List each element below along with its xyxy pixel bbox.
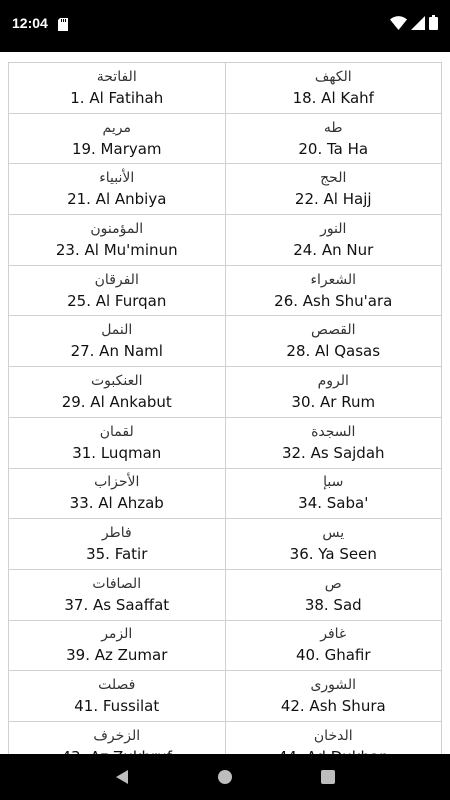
surah-item[interactable] bbox=[9, 164, 225, 214]
surah-item[interactable] bbox=[225, 316, 442, 366]
table-row bbox=[9, 519, 441, 570]
recents-icon[interactable] bbox=[308, 757, 348, 797]
surah-latin-name: 37. As Saaffat bbox=[64, 595, 170, 614]
sd-card-icon bbox=[58, 16, 68, 35]
surah-arabic-name: الحج bbox=[320, 170, 347, 187]
surah-arabic-name: السجدة bbox=[311, 423, 356, 440]
surah-arabic-name: الزمر bbox=[101, 626, 133, 643]
surah-arabic-name: الفرقان bbox=[94, 271, 139, 288]
surah-latin-name: 42. Ash Shura bbox=[280, 697, 386, 716]
surah-latin-name: 32. As Sajdah bbox=[281, 443, 385, 462]
surah-item[interactable] bbox=[9, 63, 225, 113]
surah-item[interactable] bbox=[9, 519, 225, 569]
surah-item[interactable] bbox=[9, 469, 225, 519]
navigation-bar bbox=[0, 754, 450, 800]
table-row bbox=[9, 621, 441, 672]
table-row bbox=[9, 215, 441, 266]
surah-arabic-name: الفاتحة bbox=[96, 68, 137, 85]
surah-arabic-name: لقمان bbox=[99, 423, 134, 440]
surah-arabic-name: الشورى bbox=[310, 677, 357, 694]
surah-latin-name: 35. Fatir bbox=[86, 545, 148, 564]
surah-item[interactable] bbox=[9, 114, 225, 164]
table-row bbox=[9, 418, 441, 469]
back-icon[interactable] bbox=[102, 757, 142, 797]
status-icons bbox=[390, 15, 438, 33]
surah-arabic-name: الزخرف bbox=[93, 727, 141, 744]
surah-arabic-name: القصص bbox=[310, 322, 356, 339]
surah-arabic-name: فصلت bbox=[98, 677, 136, 694]
surah-latin-name: 29. Al Ankabut bbox=[61, 392, 172, 411]
surah-grid bbox=[8, 62, 442, 774]
table-row bbox=[9, 367, 441, 418]
surah-arabic-name: الصافات bbox=[92, 575, 142, 592]
table-row bbox=[9, 671, 441, 722]
surah-latin-name: 39. Az Zumar bbox=[66, 646, 168, 665]
surah-item[interactable] bbox=[9, 570, 225, 620]
surah-arabic-name: طه bbox=[323, 119, 343, 136]
surah-item[interactable] bbox=[225, 418, 442, 468]
surah-latin-name: 21. Al Anbiya bbox=[67, 190, 167, 209]
surah-arabic-name: سبإ bbox=[323, 474, 344, 491]
table-row bbox=[9, 114, 441, 165]
surah-latin-name: 22. Al Hajj bbox=[294, 190, 372, 209]
surah-item[interactable] bbox=[9, 266, 225, 316]
surah-item[interactable] bbox=[225, 215, 442, 265]
table-row bbox=[9, 316, 441, 367]
surah-item[interactable] bbox=[9, 316, 225, 366]
table-row bbox=[9, 63, 441, 114]
surah-item[interactable] bbox=[225, 164, 442, 214]
table-row bbox=[9, 570, 441, 621]
surah-item[interactable] bbox=[9, 367, 225, 417]
surah-arabic-name: الشعراء bbox=[310, 271, 357, 288]
surah-item[interactable] bbox=[9, 671, 225, 721]
surah-latin-name: 23. Al Mu'minun bbox=[55, 240, 178, 259]
surah-latin-name: 18. Al Kahf bbox=[292, 88, 374, 107]
surah-arabic-name: ص bbox=[324, 575, 342, 592]
surah-latin-name: 28. Al Qasas bbox=[286, 342, 381, 361]
surah-arabic-name: النور bbox=[320, 220, 347, 237]
wifi-icon bbox=[390, 15, 407, 34]
table-row bbox=[9, 266, 441, 317]
battery-icon bbox=[429, 15, 438, 34]
surah-arabic-name: غافر bbox=[320, 626, 347, 643]
surah-item[interactable] bbox=[225, 266, 442, 316]
surah-latin-name: 1. Al Fatihah bbox=[70, 88, 164, 107]
surah-arabic-name: فاطر bbox=[101, 525, 132, 542]
surah-arabic-name: الأنبياء bbox=[99, 170, 135, 187]
surah-arabic-name: الدخان bbox=[313, 727, 353, 744]
surah-arabic-name: النمل bbox=[101, 322, 133, 339]
surah-arabic-name: يس bbox=[322, 525, 345, 542]
surah-list-screen bbox=[0, 52, 450, 754]
surah-item[interactable] bbox=[9, 215, 225, 265]
surah-arabic-name: مريم bbox=[102, 119, 131, 136]
surah-item[interactable] bbox=[225, 621, 442, 671]
surah-latin-name: 41. Fussilat bbox=[74, 697, 160, 716]
surah-item[interactable] bbox=[9, 621, 225, 671]
surah-latin-name: 25. Al Furqan bbox=[67, 291, 167, 310]
surah-latin-name: 34. Saba' bbox=[298, 494, 369, 513]
surah-arabic-name: المؤمنون bbox=[90, 220, 144, 237]
surah-item[interactable] bbox=[225, 63, 442, 113]
surah-latin-name: 40. Ghafir bbox=[295, 646, 371, 665]
surah-latin-name: 27. An Naml bbox=[70, 342, 163, 361]
surah-latin-name: 33. Al Ahzab bbox=[69, 494, 164, 513]
surah-item[interactable] bbox=[9, 418, 225, 468]
home-icon[interactable] bbox=[205, 757, 245, 797]
surah-arabic-name: الكهف bbox=[314, 68, 352, 85]
surah-arabic-name: العنكبوت bbox=[90, 372, 143, 389]
surah-arabic-name: الأحزاب bbox=[94, 474, 140, 491]
surah-item[interactable] bbox=[225, 519, 442, 569]
surah-item[interactable] bbox=[225, 367, 442, 417]
surah-latin-name: 31. Luqman bbox=[72, 443, 162, 462]
surah-latin-name: 30. Ar Rum bbox=[291, 392, 376, 411]
surah-item[interactable] bbox=[225, 671, 442, 721]
surah-latin-name: 26. Ash Shu'ara bbox=[274, 291, 393, 310]
surah-latin-name: 24. An Nur bbox=[293, 240, 374, 259]
table-row bbox=[9, 164, 441, 215]
surah-latin-name: 36. Ya Seen bbox=[289, 545, 377, 564]
surah-item[interactable] bbox=[225, 570, 442, 620]
signal-icon bbox=[411, 15, 425, 34]
status-time: 12:04 bbox=[12, 15, 48, 31]
surah-latin-name: 19. Maryam bbox=[71, 139, 162, 158]
surah-latin-name: 38. Sad bbox=[304, 595, 362, 614]
surah-item[interactable] bbox=[225, 469, 442, 519]
table-row bbox=[9, 469, 441, 520]
surah-arabic-name: الروم bbox=[317, 372, 349, 389]
status-bar bbox=[0, 0, 450, 52]
surah-item[interactable] bbox=[225, 114, 442, 164]
surah-latin-name: 20. Ta Ha bbox=[298, 139, 369, 158]
